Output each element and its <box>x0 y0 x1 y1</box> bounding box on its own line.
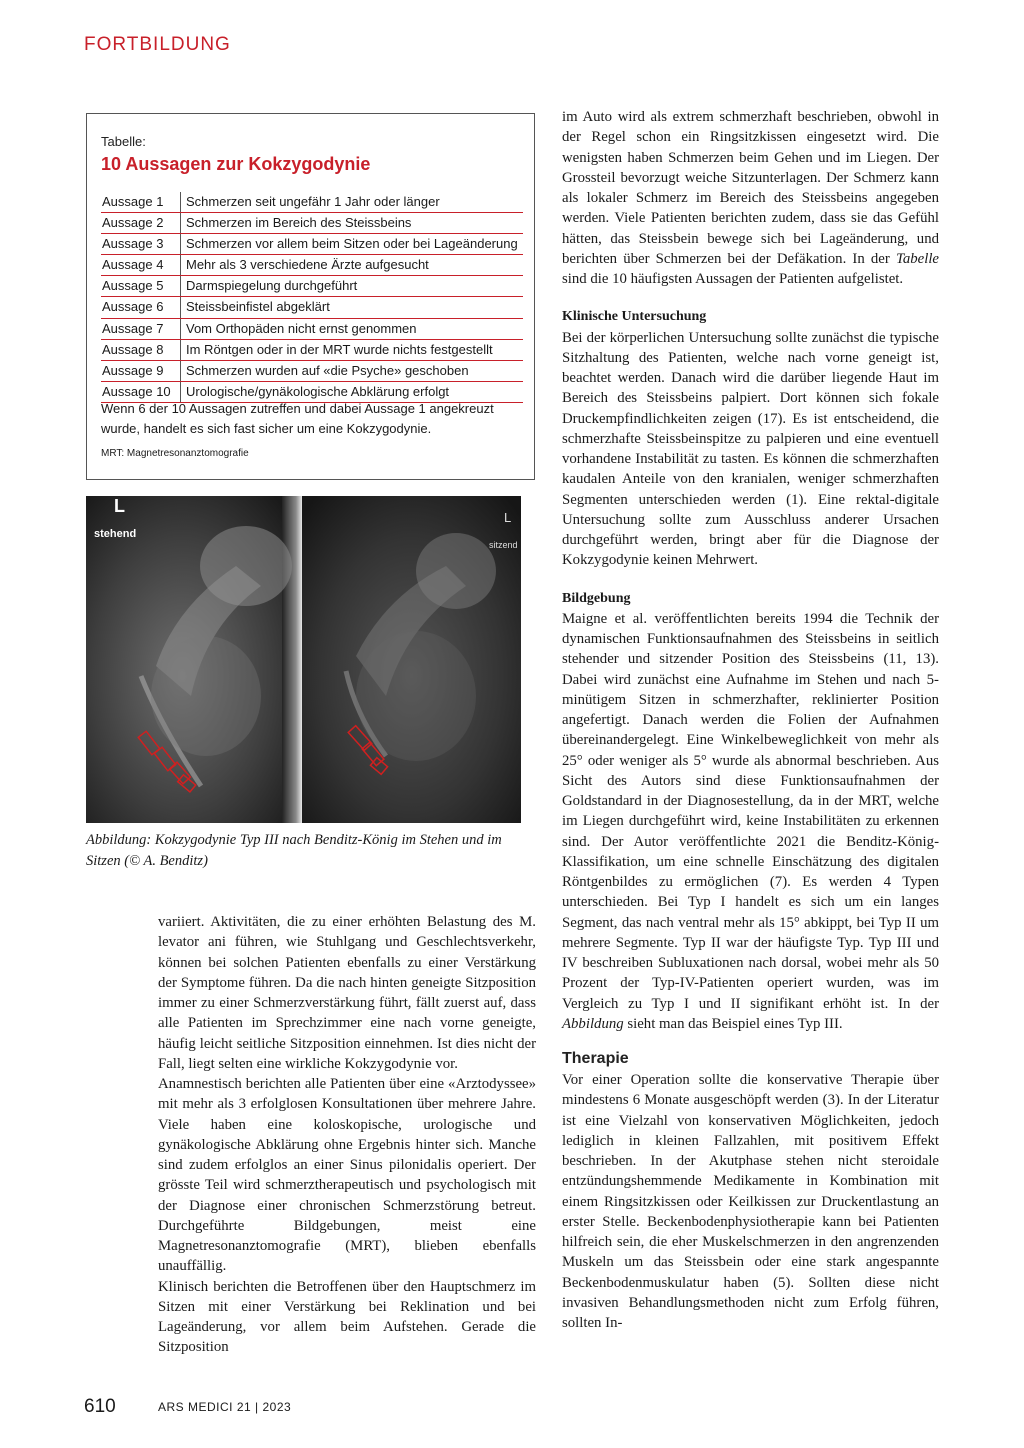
table-note: Wenn 6 der 10 Aussagen zutreffen und dabei Aussage 1 angekreuzt wurde, handelt es sich fast sicher um eine Kokzygodynie. <box>101 401 494 436</box>
paragraph: Bei der körperlichen Untersuchung sollte zunächst die typische Sitzhaltung des Patienten, welche nach vorne geneigt ist, beachtet werden. Danach wird die darüber liegende Haut im Bereich des Steissbeins palpiert. Dort können sich fokale Druckempfindlichkeiten zeigen (17). Es ist entscheidend, die schmerzhafte Steissbeinspitze zu palpieren und eine eventuell vorhandene Instabilität zu tasten. Es können die schmerzhaften kaudalen Anteile von den kranialen, weniger schmerzhaften Segmenten unterschieden werden (1). Eine rektal-digitale Untersuchung sollte zum Ausschluss anderer Ursachen durchgeführt werden, bringt aber für die Diagnose der Kokzygodynie keinen Mehrwert. <box>562 329 939 569</box>
table-text: Schmerzen vor allem beim Sitzen oder bei Lageänderung <box>186 236 518 252</box>
table-key: Aussage 2 <box>101 213 181 233</box>
heading-therapie: Therapie <box>562 1050 629 1067</box>
table-text: Darmspiegelung durchgeführt <box>186 278 358 294</box>
table-row <box>101 213 523 234</box>
xray-left-marker: L <box>114 496 125 516</box>
table-label: Tabelle: <box>101 134 146 149</box>
right-column <box>562 107 939 1333</box>
table-rows <box>101 192 523 403</box>
table-row <box>101 192 523 213</box>
table-key: Aussage 7 <box>101 319 181 339</box>
table-row <box>101 361 523 382</box>
section-header: FORTBILDUNG <box>84 34 231 55</box>
table-key: Aussage 1 <box>101 192 181 212</box>
page-number: 610 <box>84 1396 116 1417</box>
table-abbreviation: MRT: Magnetresonanztomografie <box>101 448 249 459</box>
table-key: Aussage 3 <box>101 234 181 254</box>
table-title: 10 Aussagen zur Kokzygodynie <box>101 154 371 174</box>
paragraph: Vor einer Operation sollte die konservative Therapie über mindestens 6 Monate ausgeschöpft werden (3). In der Literatur ist eine Vielzahl von konservativen Möglichkeiten, jedoch lediglich in kleinen Fallzahlen, mit positivem Effekt beschrieben. In der Akutphase stehen nicht steroidale entzündungshemmende Medikamente in Kombination mit einem Ringsitzkissen oder Keilkissen zur Druckentlastung an erster Stelle. Beckenbodenphysiotherapie kann bei Patienten hilfreich sein, die eher Muskelschmerzen in den angrenzenden Muskeln um das Steissbein oder eine stark angespannte Beckenbodenmuskulatur haben (5). Sollten diese nicht invasiven Behandlungsmethoden nicht zum Erfolg führen, sollten In- <box>562 1072 939 1331</box>
xray-left-label: stehend <box>94 528 137 540</box>
table-key: Aussage 10 <box>101 382 181 402</box>
table-text: Schmerzen wurden auf «die Psyche» geschoben <box>186 362 469 378</box>
paragraph: Anamnestisch berichten alle Patienten über eine «Arztodyssee» mit mehr als 3 erfolglosen Konsultationen über mehrere Jahre. Viele haben eine koloskopische, urologische und gynäkologische Abklärung ohne Ergebnis hinter sich. Manche sind zudem erfolglos an einer Sinus pilonidalis operiert. Der grösste Teil wird schmerztherapeutisch und psychologisch mit der Diagnose einer chronischen Schmerzstörung betreut. Durchgeführte Bildgebungen, meist eine Magnetresonanztomografie (MRT), blieben ebenfalls unauffällig. <box>158 1076 536 1275</box>
table-box <box>86 113 535 480</box>
table-row <box>101 276 523 297</box>
xray-right-marker: L <box>504 510 512 525</box>
table-text: Mehr als 3 verschiedene Ärzte aufgesucht <box>186 257 429 273</box>
paragraph: Klinisch berichten die Betroffenen über den Hauptschmerz im Sitzen mit einer Verstärkung bei Reklination und bei Lageänderung, vor allem beim Aufstehen. Gerade die Sitzposition <box>158 1278 536 1356</box>
table-text: Steissbeinfistel abgeklärt <box>186 299 330 315</box>
table-text: Schmerzen im Bereich des Steissbeins <box>186 215 412 231</box>
table-key: Aussage 9 <box>101 361 181 381</box>
table-row <box>101 234 523 255</box>
paragraph: variiert. Aktivitäten, die zu einer erhöhten Belastung des M. levator ani führen, wie Stuhlgang und Geschlechtsverkehr, können bei solchen Patienten ebenfalls zu einer Verstärkung der Symptome führen. Da die nach hinten geneigte Sitzposition immer zu einer Schmerzverstärkung führt, fällt zuerst auf, dass alle Patienten im Sprechzimmer eine nach vorne geneigte, häufig leicht seitliche Sitzposition einnehmen. Ist dies nicht der Fall, liegt selten eine wirkliche Kokzygodynie vor. <box>158 914 536 1072</box>
paragraph: Maigne et al. veröffentlichten bereits 1994 die Technik der dynamischen Funktionsaufnahmen des Steissbeins in seitlich stehender und sitzender Position des Steissbeins (11, 13). Dabei wird zunächst eine Aufnahme im Stehen und nach 5-minütigem Sitzen in schmerzhafter, reklinierter Position angefertigt. Danach werden die Folien der Aufnahmen übereinandergelegt. Eine Winkelbeweglichkeit von mehr als 25° oder weniger als 5° wurde als abnormal beschrieben. Aus Sicht des Autors sind diese Funktionsaufnahmen der Goldstandard in der Diagnosestellung, da in der MRT, welche im Liegen durchgeführt wird, keine Instabilitäten zu erkennen sind. Der Autor veröffentlichte 2021 die Benditz-König-Klassifikation, um eine schnelle Einschätzung des digitalen Röntgenbildes zu ermöglichen (7). Es werden 4 Typen unterschieden. Bei Typ I handelt es sich um ein langes Segment, das nach ventral mehr als 15° abkippt, bei Typ II um mehrere Segmente. Typ II war der häufigste Typ. Typ III und IV beschreiben Subluxationen nach dorsal, wobei mehr als 50 Prozent der Typ-IV-Patienten operiert wurden, was im Vergleich zu Typ I und II signifikant erhöht ist. In der Abbildung sieht man das Beispiel eines Typ III. <box>562 610 939 1032</box>
xray-right-label: sitzend <box>489 540 518 550</box>
left-column <box>158 912 536 1358</box>
figure-caption: Abbildung: Kokzygodynie Typ III nach Benditz-König im Stehen und im Sitzen (© A. Benditz) <box>86 832 502 869</box>
subheading-klinische-untersuchung: Klinische Untersuchung <box>562 309 707 325</box>
table-row <box>101 255 523 276</box>
table-text: Im Röntgen oder in der MRT wurde nichts festgestellt <box>186 341 493 357</box>
xray-image <box>86 496 521 823</box>
table-row <box>101 297 523 318</box>
table-text: Vom Orthopäden nicht ernst genommen <box>186 320 417 336</box>
magazine-issue: ARS MEDICI 21 | 2023 <box>158 1400 292 1414</box>
table-key: Aussage 5 <box>101 276 181 296</box>
xray-figure <box>86 496 521 823</box>
table-text: Schmerzen seit ungefähr 1 Jahr oder länger <box>186 194 440 209</box>
paragraph: im Auto wird als extrem schmerzhaft beschrieben, obwohl in der Regel schon ein Ringsitzkissen eingesetzt wird. Die wenigsten haben Schmerzen beim Gehen und im Liegen. Der Grossteil bevorzugt weiche Sitzunterlagen. Der Schmerz kann als lokaler Schmerz im Bereich des Steissbeins angegeben werden. Viele Patienten berichten zudem, dass sie das Gefühl hätten, das Steissbein bewege sich bei Lageänderung, und berichten über Schmerzen bei der Defäkation. In der Tabelle sind die 10 häufigsten Aussagen der Patienten aufgelistet. <box>562 109 939 287</box>
table-key: Aussage 8 <box>101 340 181 360</box>
table-key: Aussage 4 <box>101 255 181 275</box>
table-text: Urologische/gynäkologische Abklärung erfolgt <box>186 383 450 399</box>
subheading-bildgebung: Bildgebung <box>562 590 631 606</box>
table-key: Aussage 6 <box>101 297 181 317</box>
table-row <box>101 340 523 361</box>
table-row <box>101 319 523 340</box>
